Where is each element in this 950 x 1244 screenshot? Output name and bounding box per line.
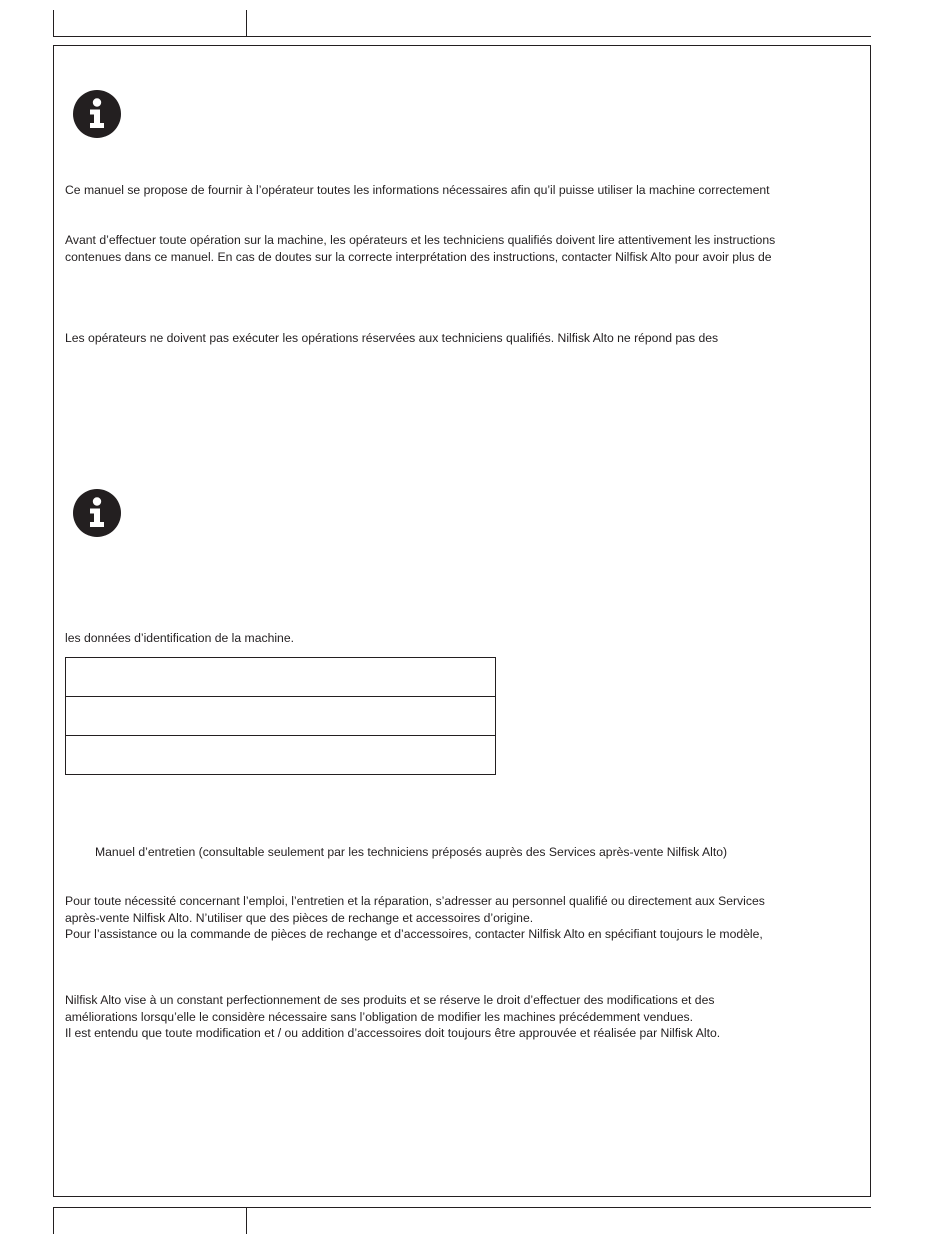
header-rule [53,36,871,37]
modifications-line-3: Il est entendu que toute modification et / ou addition d’accessoires doit toujours être approuvée et réalisée par Nilfisk Alto. [65,1026,721,1040]
service-manual-text: Manuel d’entretien (consultable seulement par les techniciens préposés auprès des Services après-vente Nilfisk Alto) [95,845,728,859]
header-tick-mid [246,10,247,36]
identification-text: les données d’identification de la machine. [65,631,295,645]
service-manual-paragraph [95,844,727,861]
info-icon [73,489,121,537]
table-cell [66,697,496,736]
footer-rule [53,1207,871,1208]
service-line-3: Pour l’assistance ou la commande de pièces de rechange et d’accessoires, contacter Nilfisk Alto en spécifiant toujours le modèle, [65,927,763,941]
table-row [66,658,496,697]
before-operation-line-1: Avant d’effectuer toute opération sur la machine, les opérateurs et les techniciens qualifiés doivent lire attentivement les instructions [65,233,776,247]
service-line-1: Pour toute nécessité concernant l’emploi, l’entretien et la réparation, s’adresser au personnel qualifié ou directement aux Services [65,894,765,908]
intro-text: Ce manuel se propose de fournir à l’opérateur toutes les informations nécessaires afin qu’il puisse utiliser la machine correctement [65,183,770,197]
service-line-2: après-vente Nilfisk Alto. N’utiliser que des pièces de rechange et accessoires d’origine. [65,910,534,925]
modifications-line-1: Nilfisk Alto vise à un constant perfectionnement de ses produits et se réserve le droit d’effectuer des modifications et des [65,993,715,1007]
before-operation-line-2: contenues dans ce manuel. En cas de doutes sur la correcte interprétation des instructions, contacter Nilfisk Alto pour avoir plus de [65,249,772,264]
footer-tick-left [53,1207,54,1234]
modifications-paragraph [65,992,720,1042]
identification-paragraph [65,630,294,647]
before-operation-paragraph [65,232,775,265]
table-row [66,736,496,775]
table-cell [66,658,496,697]
operators-paragraph [65,330,718,347]
operators-text: Les opérateurs ne doivent pas exécuter les opérations réservées aux techniciens qualifiés. Nilfisk Alto ne répond pas des [65,331,719,345]
header-tick-left [53,10,54,36]
info-icon [73,90,121,138]
identification-table [65,657,496,775]
table-cell [66,736,496,775]
intro-paragraph [65,182,770,199]
table-row [66,697,496,736]
footer-tick-mid [246,1207,247,1234]
service-paragraph [65,893,765,943]
modifications-line-2: améliorations lorsqu’elle le considère nécessaire sans l’obligation de modifier les machines précédemment vendues. [65,1009,693,1024]
